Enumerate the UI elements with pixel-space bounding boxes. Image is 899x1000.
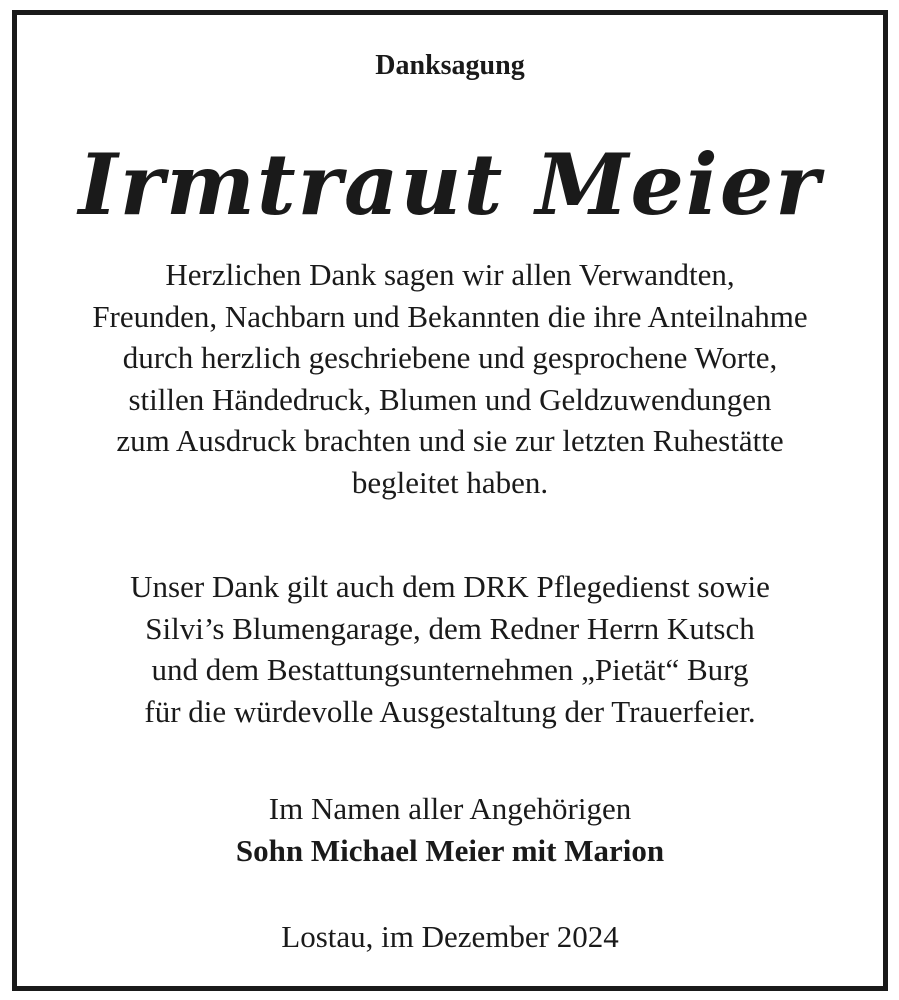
deceased-name: Irmtraut Meier xyxy=(78,135,822,234)
text-line: zum Ausdruck brachten und sie zur letzten Ruhestätte xyxy=(116,423,784,458)
text-line: stillen Händedruck, Blumen und Geldzuwendungen xyxy=(128,381,772,417)
text-line: durch herzlich geschriebene und gesprochene Worte, xyxy=(122,340,778,375)
text-line: Unser Dank gilt auch dem DRK Pflegedienst sowie xyxy=(130,569,770,604)
text-line: Freunden, Nachbarn und Bekannten die ihre Anteilnahme xyxy=(92,298,808,334)
signature-block xyxy=(12,788,888,871)
text-line: und dem Bestattungsunternehmen „Pietät“ Burg xyxy=(151,652,749,687)
thanks-paragraph xyxy=(12,254,888,503)
text-line: für die würdevolle Ausgestaltung der Trauerfeier. xyxy=(144,693,756,729)
signature-intro: Im Namen aller Angehörigen xyxy=(268,791,632,826)
notice-heading: Danksagung xyxy=(375,50,525,81)
place-date: Lostau, im Dezember 2024 xyxy=(281,919,619,954)
obituary-notice xyxy=(12,10,888,991)
text-line: begleitet haben. xyxy=(351,464,549,500)
text-line: Herzlichen Dank sagen wir allen Verwandten, xyxy=(165,257,735,292)
text-line: Silvi’s Blumengarage, dem Redner Herrn Kutsch xyxy=(145,610,755,646)
special-thanks-paragraph xyxy=(12,566,888,732)
signature-names: Sohn Michael Meier mit Marion xyxy=(235,832,665,868)
